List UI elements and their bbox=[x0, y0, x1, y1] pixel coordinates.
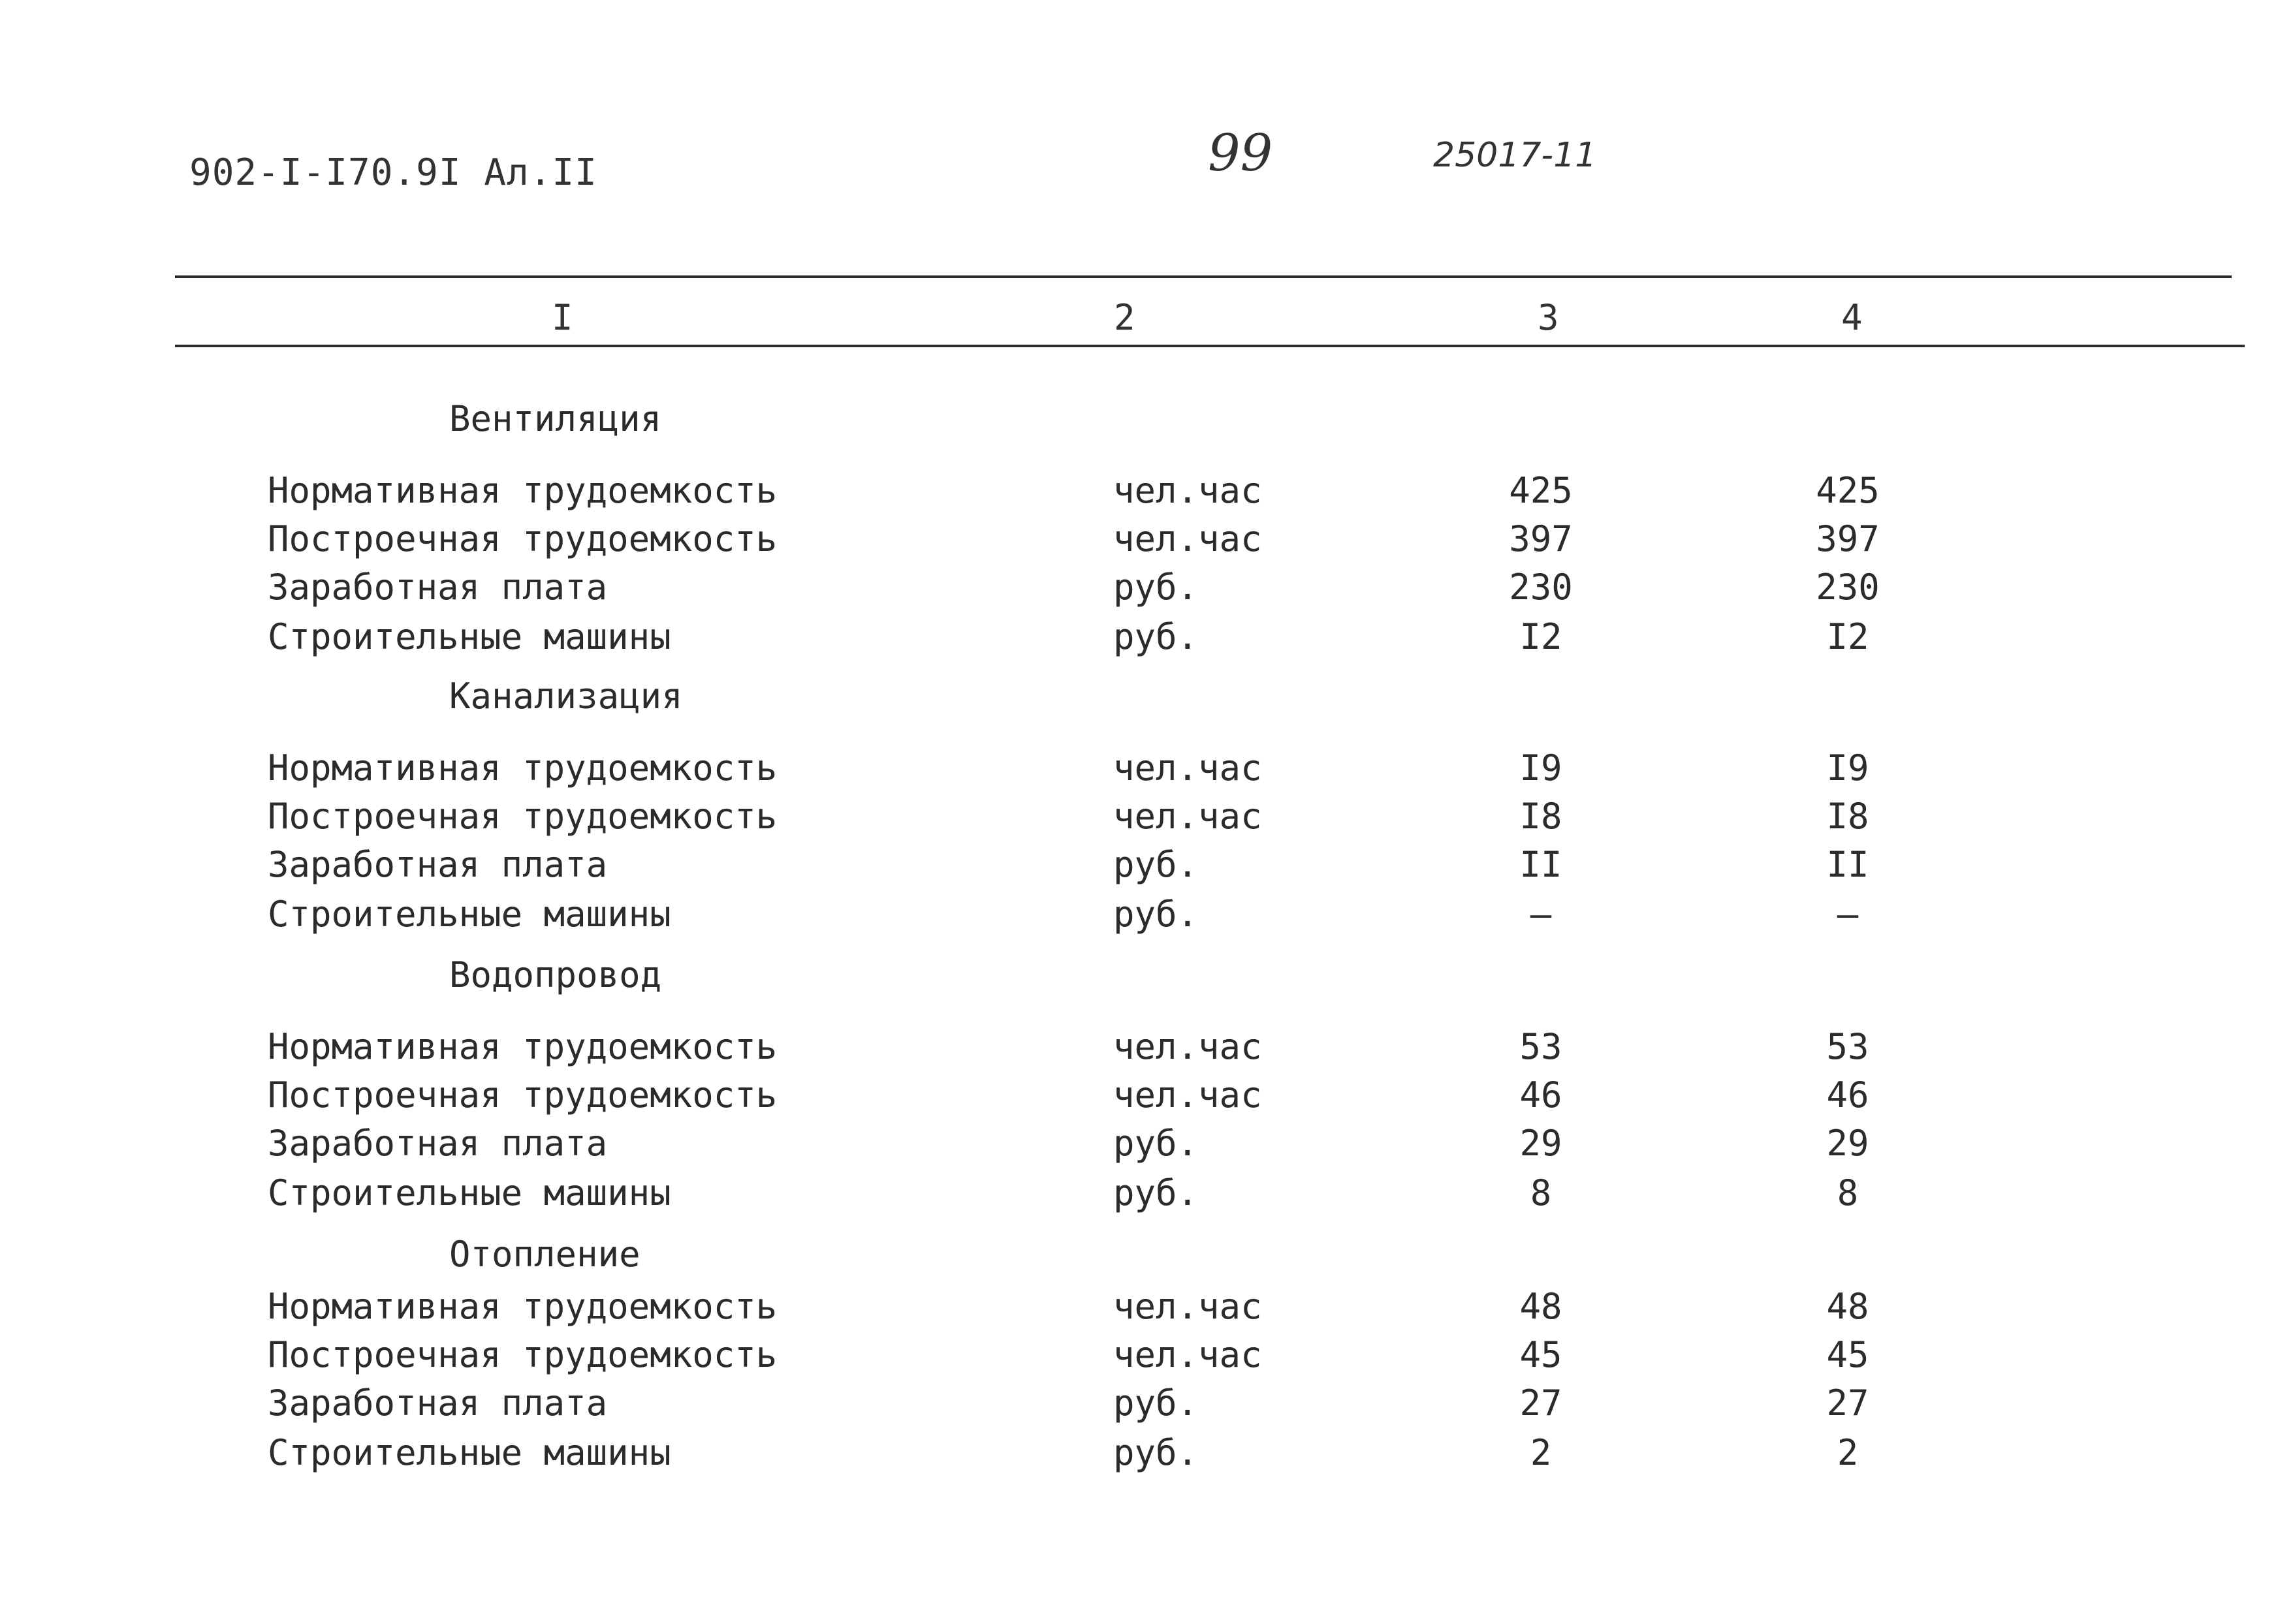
row-value-col3: I8 bbox=[1519, 796, 1562, 837]
row-unit: руб. bbox=[1113, 616, 1199, 657]
row-value-col3: 397 bbox=[1509, 518, 1573, 559]
row-value-col4: 425 bbox=[1816, 470, 1880, 511]
row-unit: руб. bbox=[1113, 1382, 1199, 1424]
row-value-col4: 46 bbox=[1826, 1074, 1869, 1116]
row-name: Построечная трудоемкость bbox=[268, 796, 778, 837]
row-value-col4: 2 bbox=[1837, 1432, 1859, 1473]
row-name: Построечная трудоемкость bbox=[268, 518, 778, 559]
row-unit: чел.час bbox=[1113, 518, 1262, 559]
row-value-col3: 8 bbox=[1530, 1172, 1552, 1213]
row-unit: чел.час bbox=[1113, 470, 1262, 511]
row-value-col4: 48 bbox=[1826, 1286, 1869, 1327]
section-title: Канализация bbox=[449, 676, 683, 717]
column-number-2: 2 bbox=[1114, 297, 1135, 338]
row-value-col3: II bbox=[1519, 844, 1562, 885]
page-number: 99 bbox=[1208, 124, 1273, 183]
row-unit: чел.час bbox=[1113, 1334, 1262, 1375]
row-unit: чел.час bbox=[1113, 1074, 1262, 1116]
row-unit: чел.час bbox=[1113, 1286, 1262, 1327]
row-name: Заработная плата bbox=[268, 844, 608, 885]
column-number-4: 4 bbox=[1841, 297, 1863, 338]
row-name: Нормативная трудоемкость bbox=[268, 1026, 778, 1067]
row-name: Заработная плата bbox=[268, 1382, 608, 1424]
row-unit: руб. bbox=[1113, 567, 1199, 608]
row-name: Строительные машины bbox=[268, 616, 671, 657]
row-name: Построечная трудоемкость bbox=[268, 1074, 778, 1116]
row-value-col4: 230 bbox=[1816, 567, 1880, 608]
row-value-col3: 27 bbox=[1519, 1382, 1562, 1424]
section-title: Отопление bbox=[449, 1234, 640, 1275]
row-value-col3: 46 bbox=[1519, 1074, 1562, 1116]
row-value-col4: 397 bbox=[1816, 518, 1880, 559]
column-number-3: 3 bbox=[1538, 297, 1559, 338]
row-name: Заработная плата bbox=[268, 1123, 608, 1164]
section-title: Вентиляция bbox=[449, 398, 662, 439]
row-name: Нормативная трудоемкость bbox=[268, 747, 778, 789]
row-unit: руб. bbox=[1113, 1172, 1199, 1213]
row-name: Нормативная трудоемкость bbox=[268, 470, 778, 511]
row-value-col3: I9 bbox=[1519, 747, 1562, 789]
row-value-col4: – bbox=[1837, 894, 1859, 935]
row-unit: руб. bbox=[1113, 1123, 1199, 1164]
row-value-col3: 45 bbox=[1519, 1334, 1562, 1375]
row-value-col4: I8 bbox=[1826, 796, 1869, 837]
row-value-col4: 29 bbox=[1826, 1123, 1869, 1164]
row-unit: чел.час bbox=[1113, 1026, 1262, 1067]
row-value-col3: 2 bbox=[1530, 1432, 1552, 1473]
row-value-col4: 53 bbox=[1826, 1026, 1869, 1067]
column-number-1: I bbox=[552, 297, 573, 338]
section-title: Водопровод bbox=[449, 954, 662, 995]
row-value-col3: I2 bbox=[1519, 616, 1562, 657]
row-value-col4: 45 bbox=[1826, 1334, 1869, 1375]
row-value-col4: I9 bbox=[1826, 747, 1869, 789]
row-value-col3: 230 bbox=[1509, 567, 1573, 608]
inventory-number: 25017-11 bbox=[1433, 136, 1597, 175]
row-value-col4: II bbox=[1826, 844, 1869, 885]
row-unit: чел.час bbox=[1113, 747, 1262, 789]
row-value-col4: 8 bbox=[1837, 1172, 1859, 1213]
row-unit: чел.час bbox=[1113, 796, 1262, 837]
row-unit: руб. bbox=[1113, 844, 1199, 885]
row-unit: руб. bbox=[1113, 1432, 1199, 1473]
row-name: Строительные машины bbox=[268, 1432, 671, 1473]
row-value-col3: 425 bbox=[1509, 470, 1573, 511]
row-value-col4: I2 bbox=[1826, 616, 1869, 657]
row-value-col3: 53 bbox=[1519, 1026, 1562, 1067]
row-name: Заработная плата bbox=[268, 567, 608, 608]
document-code: 902-I-I70.9I Ал.II bbox=[189, 151, 597, 194]
row-name: Построечная трудоемкость bbox=[268, 1334, 778, 1375]
row-value-col3: – bbox=[1530, 894, 1552, 935]
row-value-col4: 27 bbox=[1826, 1382, 1869, 1424]
row-name: Строительные машины bbox=[268, 894, 671, 935]
row-value-col3: 29 bbox=[1519, 1123, 1562, 1164]
row-name: Строительные машины bbox=[268, 1172, 671, 1213]
row-name: Нормативная трудоемкость bbox=[268, 1286, 778, 1327]
row-unit: руб. bbox=[1113, 894, 1199, 935]
row-value-col3: 48 bbox=[1519, 1286, 1562, 1327]
